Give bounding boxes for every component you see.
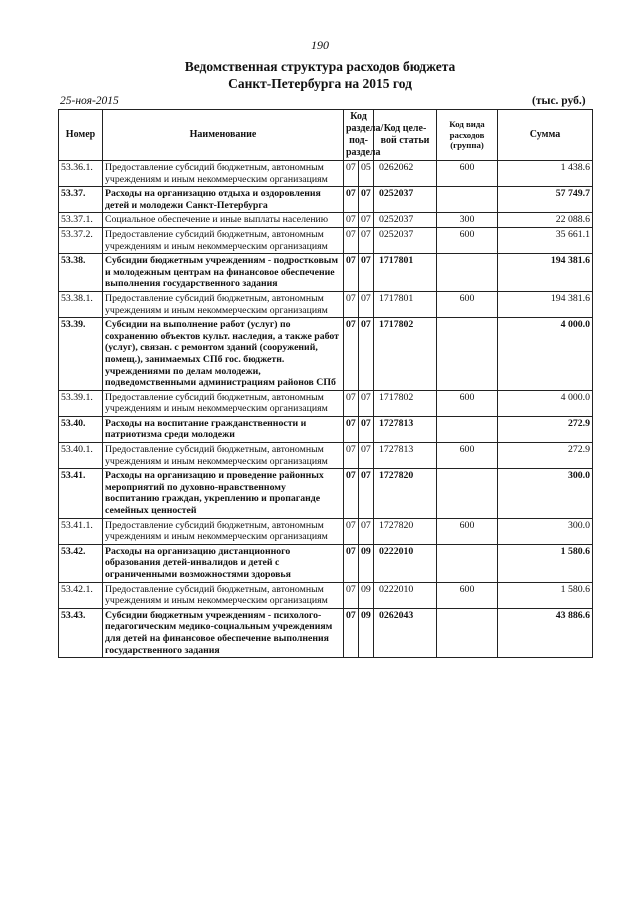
row-number: 53.39.1. — [59, 390, 103, 416]
row-expense-type: 600 — [437, 161, 498, 187]
row-article-code: 0222010 — [374, 582, 437, 608]
row-expense-type: 300 — [437, 213, 498, 228]
row-amount: 35 661.1 — [498, 227, 593, 253]
row-section-code: 07 — [344, 518, 359, 544]
header-number: Номер — [59, 110, 103, 161]
row-amount: 300.0 — [498, 469, 593, 518]
row-subsection-code: 07 — [359, 469, 374, 518]
row-number: 53.40. — [59, 416, 103, 442]
row-name: Расходы на организацию отдыха и оздоровления детей и молодежи Санкт-Петербурга — [103, 187, 344, 213]
row-subsection-code: 07 — [359, 518, 374, 544]
row-article-code: 1717802 — [374, 390, 437, 416]
table-row — [59, 213, 593, 228]
row-expense-type — [437, 318, 498, 391]
table-row — [59, 608, 593, 657]
row-article-code: 1717802 — [374, 318, 437, 391]
table-row — [59, 518, 593, 544]
row-section-code: 07 — [344, 187, 359, 213]
row-subsection-code: 09 — [359, 608, 374, 657]
row-name: Расходы на воспитание гражданственности и патриотизма среди молодежи — [103, 416, 344, 442]
title-line-1: Ведомственная структура расходов бюджета — [184, 59, 456, 74]
row-section-code: 07 — [344, 227, 359, 253]
title-line-2: Санкт-Петербурга на 2015 год — [228, 76, 412, 91]
row-section-code: 07 — [344, 608, 359, 657]
table-row — [59, 291, 593, 317]
row-amount: 57 749.7 — [498, 187, 593, 213]
units-label: (тыс. руб.) — [532, 95, 586, 107]
header-name: Наименование — [103, 110, 344, 161]
row-name: Предоставление субсидий бюджетным, автономным учреждениям и иным некоммерческим организациям — [103, 161, 344, 187]
row-expense-type — [437, 469, 498, 518]
row-name: Субсидии бюджетным учреждениям - психолого-педагогическим медико-социальным учреждениям для детей на финансовое обеспечение выполнения государственного задания — [103, 608, 344, 657]
row-number: 53.39. — [59, 318, 103, 391]
row-number: 53.42. — [59, 544, 103, 582]
row-amount: 300.0 — [498, 518, 593, 544]
row-number: 53.41. — [59, 469, 103, 518]
row-number: 53.37. — [59, 187, 103, 213]
row-number: 53.38. — [59, 254, 103, 292]
row-amount: 1 580.6 — [498, 544, 593, 582]
row-expense-type: 600 — [437, 291, 498, 317]
table-row — [59, 318, 593, 391]
row-article-code: 1727820 — [374, 518, 437, 544]
row-expense-type — [437, 416, 498, 442]
report-date: 25-ноя-2015 — [60, 95, 119, 107]
row-section-code: 07 — [344, 416, 359, 442]
row-subsection-code: 07 — [359, 254, 374, 292]
row-subsection-code: 07 — [359, 443, 374, 469]
table-row — [59, 254, 593, 292]
row-article-code: 1717801 — [374, 291, 437, 317]
table-row — [59, 443, 593, 469]
row-article-code: 1727813 — [374, 443, 437, 469]
row-section-code: 07 — [344, 390, 359, 416]
row-subsection-code: 07 — [359, 227, 374, 253]
row-article-code: 0222010 — [374, 544, 437, 582]
row-amount: 272.9 — [498, 416, 593, 442]
row-number: 53.41.1. — [59, 518, 103, 544]
table-row — [59, 416, 593, 442]
row-section-code: 07 — [344, 161, 359, 187]
row-name: Предоставление субсидий бюджетным, автономным учреждениям и иным некоммерческим организациям — [103, 443, 344, 469]
table-row — [59, 544, 593, 582]
row-expense-type — [437, 187, 498, 213]
row-name: Субсидии бюджетным учреждениям - подростковым и молодежным центрам на финансовое обеспечение выполнения государственного задания — [103, 254, 344, 292]
row-article-code: 0252037 — [374, 187, 437, 213]
row-expense-type: 600 — [437, 390, 498, 416]
row-amount: 194 381.6 — [498, 291, 593, 317]
table-row — [59, 161, 593, 187]
row-amount: 43 886.6 — [498, 608, 593, 657]
header-expense-type-code: Код вида расходов (группа) — [437, 110, 498, 161]
row-number: 53.40.1. — [59, 443, 103, 469]
row-name: Предоставление субсидий бюджетным, автономным учреждениям и иным некоммерческим организациям — [103, 291, 344, 317]
row-amount: 272.9 — [498, 443, 593, 469]
row-amount: 22 088.6 — [498, 213, 593, 228]
row-number: 53.36.1. — [59, 161, 103, 187]
row-name: Расходы на организацию и проведение районных мероприятий по духовно-нравственному воспитанию граждан, укреплению и пропаганде семейных ценностей — [103, 469, 344, 518]
row-amount: 1 580.6 — [498, 582, 593, 608]
row-name: Социальное обеспечение и иные выплаты населению — [103, 213, 344, 228]
row-name: Предоставление субсидий бюджетным, автономным учреждениям и иным некоммерческим организациям — [103, 390, 344, 416]
row-section-code: 07 — [344, 544, 359, 582]
row-number: 53.42.1. — [59, 582, 103, 608]
row-expense-type — [437, 544, 498, 582]
row-number: 53.43. — [59, 608, 103, 657]
row-expense-type: 600 — [437, 518, 498, 544]
row-amount: 4 000.0 — [498, 390, 593, 416]
row-article-code: 1717801 — [374, 254, 437, 292]
header-section-code: Код раздела/ под-раздела — [344, 110, 374, 161]
expense-table — [58, 109, 593, 658]
row-article-code: 0262062 — [374, 161, 437, 187]
table-row — [59, 227, 593, 253]
row-expense-type: 600 — [437, 227, 498, 253]
row-section-code: 07 — [344, 213, 359, 228]
row-name: Расходы на организацию дистанционного образования детей-инвалидов и детей с ограниченными возможностями здоровья — [103, 544, 344, 582]
row-section-code: 07 — [344, 318, 359, 391]
row-number: 53.37.2. — [59, 227, 103, 253]
row-subsection-code: 07 — [359, 213, 374, 228]
row-article-code: 0262043 — [374, 608, 437, 657]
table-row — [59, 582, 593, 608]
row-amount: 194 381.6 — [498, 254, 593, 292]
row-subsection-code: 07 — [359, 291, 374, 317]
row-subsection-code: 09 — [359, 582, 374, 608]
row-section-code: 07 — [344, 469, 359, 518]
header-article-code: Код целе-вой статьи — [374, 110, 437, 161]
row-subsection-code: 07 — [359, 318, 374, 391]
row-name: Субсидии на выполнение работ (услуг) по сохранению объектов культ. наследия, а также работ (услуг), связан. с ремонтом зданий (сооружений, помещ.), занимаемых СПб гос. бюджетн. учреждениями по делам молодежи, подведомственными администрациям районов СПб — [103, 318, 344, 391]
row-article-code: 1727813 — [374, 416, 437, 442]
table-row — [59, 390, 593, 416]
row-subsection-code: 05 — [359, 161, 374, 187]
row-article-code: 0252037 — [374, 213, 437, 228]
row-subsection-code: 07 — [359, 416, 374, 442]
table-row — [59, 187, 593, 213]
document-title — [0, 58, 640, 92]
row-expense-type: 600 — [437, 582, 498, 608]
table-row — [59, 469, 593, 518]
row-article-code: 0252037 — [374, 227, 437, 253]
row-subsection-code: 07 — [359, 187, 374, 213]
row-expense-type — [437, 608, 498, 657]
row-name: Предоставление субсидий бюджетным, автономным учреждениям и иным некоммерческим организациям — [103, 518, 344, 544]
row-name: Предоставление субсидий бюджетным, автономным учреждениям и иным некоммерческим организациям — [103, 582, 344, 608]
row-amount: 4 000.0 — [498, 318, 593, 391]
row-section-code: 07 — [344, 582, 359, 608]
row-article-code: 1727820 — [374, 469, 437, 518]
row-number: 53.38.1. — [59, 291, 103, 317]
row-amount: 1 438.6 — [498, 161, 593, 187]
row-section-code: 07 — [344, 291, 359, 317]
row-expense-type: 600 — [437, 443, 498, 469]
row-subsection-code: 07 — [359, 390, 374, 416]
header-amount: Сумма — [498, 110, 593, 161]
page-number: 190 — [311, 38, 329, 52]
table-body — [59, 161, 593, 658]
row-section-code: 07 — [344, 254, 359, 292]
row-name: Предоставление субсидий бюджетным, автономным учреждениям и иным некоммерческим организациям — [103, 227, 344, 253]
row-number: 53.37.1. — [59, 213, 103, 228]
row-section-code: 07 — [344, 443, 359, 469]
row-expense-type — [437, 254, 498, 292]
row-subsection-code: 09 — [359, 544, 374, 582]
